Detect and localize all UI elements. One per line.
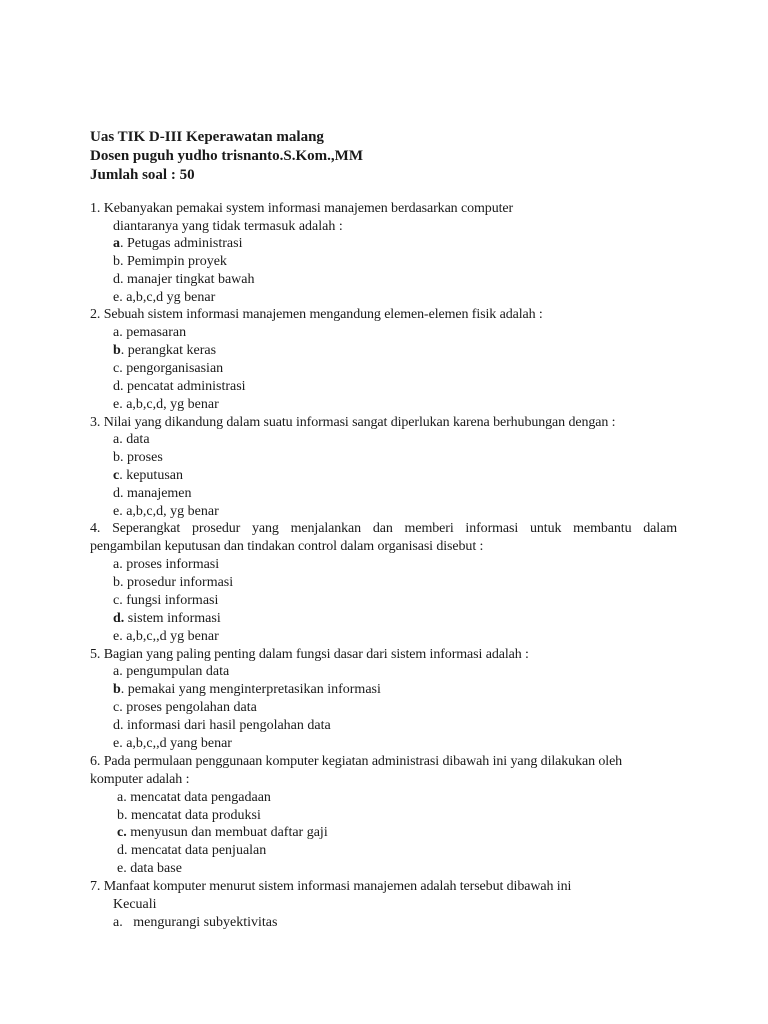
option-5a: a. pengumpulan data bbox=[113, 664, 230, 679]
question-2: 2. Sebuah sistem informasi manajemen mengandung elemen-elemen fisik adalah : bbox=[90, 307, 543, 322]
question-1-continuation: diantaranya yang tidak termasuk adalah : bbox=[113, 219, 343, 234]
option-3a: a. data bbox=[113, 432, 150, 447]
option-7a: a. mengurangi subyektivitas bbox=[113, 915, 278, 930]
option-5c: c. proses pengolahan data bbox=[113, 700, 257, 715]
option-2b: b. perangkat keras bbox=[113, 343, 217, 358]
option-4c: c. fungsi informasi bbox=[113, 593, 219, 608]
option-4d: d. sistem informasi bbox=[113, 611, 221, 626]
question-4: 4. Seperangkat prosedur yang menjalankan dan memberi informasi untuk membantu dalam bbox=[90, 521, 677, 536]
option-3b: b. proses bbox=[113, 450, 163, 465]
option-6e: e. data base bbox=[117, 861, 182, 876]
option-3d: d. manajemen bbox=[113, 486, 192, 501]
option-1a: a. Petugas administrasi bbox=[113, 236, 243, 251]
option-5d: d. informasi dari hasil pengolahan data bbox=[113, 718, 331, 733]
question-6-continuation: komputer adalah : bbox=[90, 772, 190, 787]
question-7: 7. Manfaat komputer menurut sistem informasi manajemen adalah tersebut dibawah ini bbox=[90, 879, 572, 894]
option-6b: b. mencatat data produksi bbox=[117, 808, 261, 823]
option-2d: d. pencatat administrasi bbox=[113, 379, 246, 394]
option-1b: b. Pemimpin proyek bbox=[113, 254, 227, 269]
option-1d: d. manajer tingkat bawah bbox=[113, 272, 255, 287]
option-4a: a. proses informasi bbox=[113, 557, 220, 572]
exam-title: Uas TIK D-III Keperawatan malang bbox=[90, 129, 324, 145]
question-4-continuation: pengambilan keputusan dan tindakan control dalam organisasi disebut : bbox=[90, 539, 484, 554]
question-count: Jumlah soal : 50 bbox=[90, 167, 195, 183]
option-2c: c. pengorganisasian bbox=[113, 361, 224, 376]
option-3e: e. a,b,c,d, yg benar bbox=[113, 504, 219, 519]
question-5: 5. Bagian yang paling penting dalam fungsi dasar dari sistem informasi adalah : bbox=[90, 647, 529, 662]
option-4e: e. a,b,c,,d yg benar bbox=[113, 629, 219, 644]
option-4b: b. prosedur informasi bbox=[113, 575, 234, 590]
option-6c: c. menyusun dan membuat daftar gaji bbox=[117, 825, 328, 840]
option-3c: c. keputusan bbox=[113, 468, 183, 483]
question-7-continuation: Kecuali bbox=[113, 897, 157, 912]
option-5b: b. pemakai yang menginterpretasikan informasi bbox=[113, 682, 381, 697]
option-5e: e. a,b,c,,d yang benar bbox=[113, 736, 232, 751]
option-1e: e. a,b,c,d yg benar bbox=[113, 290, 216, 305]
lecturer-name: Dosen puguh yudho trisnanto.S.Kom.,MM bbox=[90, 148, 363, 164]
option-6a: a. mencatat data pengadaan bbox=[117, 790, 271, 805]
question-3: 3. Nilai yang dikandung dalam suatu informasi sangat diperlukan karena berhubungan dengan : bbox=[90, 415, 616, 430]
question-1: 1. Kebanyakan pemakai system informasi manajemen berdasarkan computer bbox=[90, 201, 514, 216]
option-6d: d. mencatat data penjualan bbox=[117, 843, 267, 858]
option-2a: a. pemasaran bbox=[113, 325, 187, 340]
question-6: 6. Pada permulaan penggunaan komputer kegiatan administrasi dibawah ini yang dilakukan oleh bbox=[90, 754, 623, 769]
option-2e: e. a,b,c,d, yg benar bbox=[113, 397, 219, 412]
